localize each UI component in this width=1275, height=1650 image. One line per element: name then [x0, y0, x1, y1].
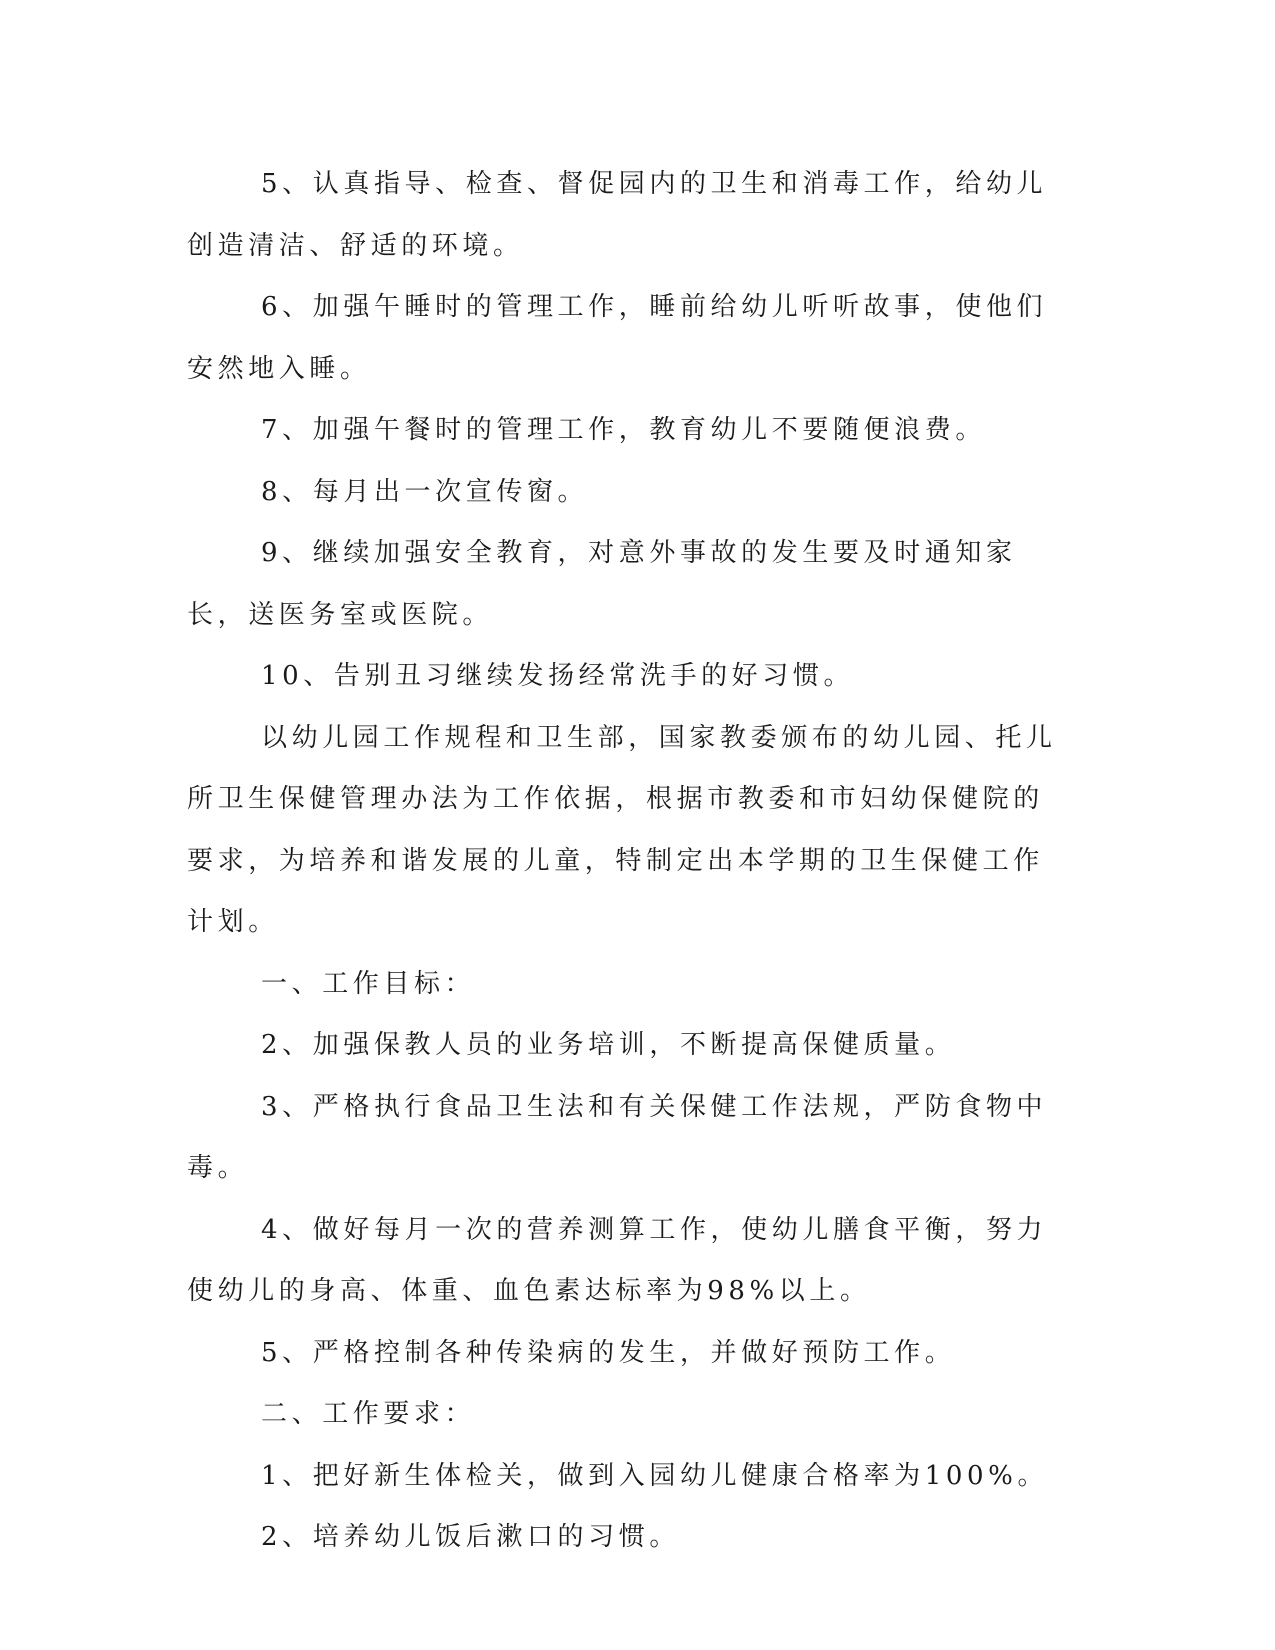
paragraph-item-7-lunch: 7、加强午餐时的管理工作，教育幼儿不要随便浪费。: [261, 415, 986, 445]
paragraph-goal-5: 5、严格控制各种传染病的发生，并做好预防工作。: [261, 1337, 956, 1368]
paragraph-item-5-hygiene: 5、认真指导、检查、督促园内的卫生和消毒工作，给幼儿创造清洁、舒适的环境。: [187, 169, 1048, 261]
paragraph-requirement-1: 1、把好新生体检关，做到入园幼儿健康合格率为100%。: [261, 1460, 1049, 1491]
paragraph-goal-2: 2、加强保教人员的业务培训，不断提高保健质量。: [261, 1030, 956, 1060]
paragraph-item-8-bulletin: 8、每月出一次宣传窗。: [261, 476, 589, 507]
paragraph-goal-4: 4、做好每月一次的营养测算工作，使幼儿膳食平衡，努力使幼儿的身高、体重、血色素达标率为98%以上。: [187, 1214, 1048, 1306]
paragraph-item-10-handwashing: 10、告别丑习继续发扬经常洗手的好习惯。: [261, 661, 855, 691]
document-body: [187, 154, 1067, 1569]
paragraph-requirement-2: 2、培养幼儿饭后漱口的习惯。: [261, 1522, 680, 1552]
section-heading-requirements: 二、工作要求：: [261, 1399, 476, 1429]
paragraph-goal-3: 3、严格执行食品卫生法和有关保健工作法规，严防食物中毒。: [187, 1091, 1048, 1183]
paragraph-item-6-nap: 6、加强午睡时的管理工作，睡前给幼儿听听故事，使他们安然地入睡。: [187, 292, 1048, 384]
section-heading-goals: 一、工作目标：: [261, 968, 476, 999]
paragraph-item-9-safety: 9、继续加强安全教育，对意外事故的发生要及时通知家长，送医务室或医院。: [187, 538, 1017, 630]
paragraph-intro: 以幼儿园工作规程和卫生部，国家教委颁布的幼儿园、托儿所卫生保健管理办法为工作依据，根据市教委和市妇幼保健院的要求，为培养和谐发展的儿童，特制定出本学期的卫生保健工作计划。: [187, 722, 1057, 937]
